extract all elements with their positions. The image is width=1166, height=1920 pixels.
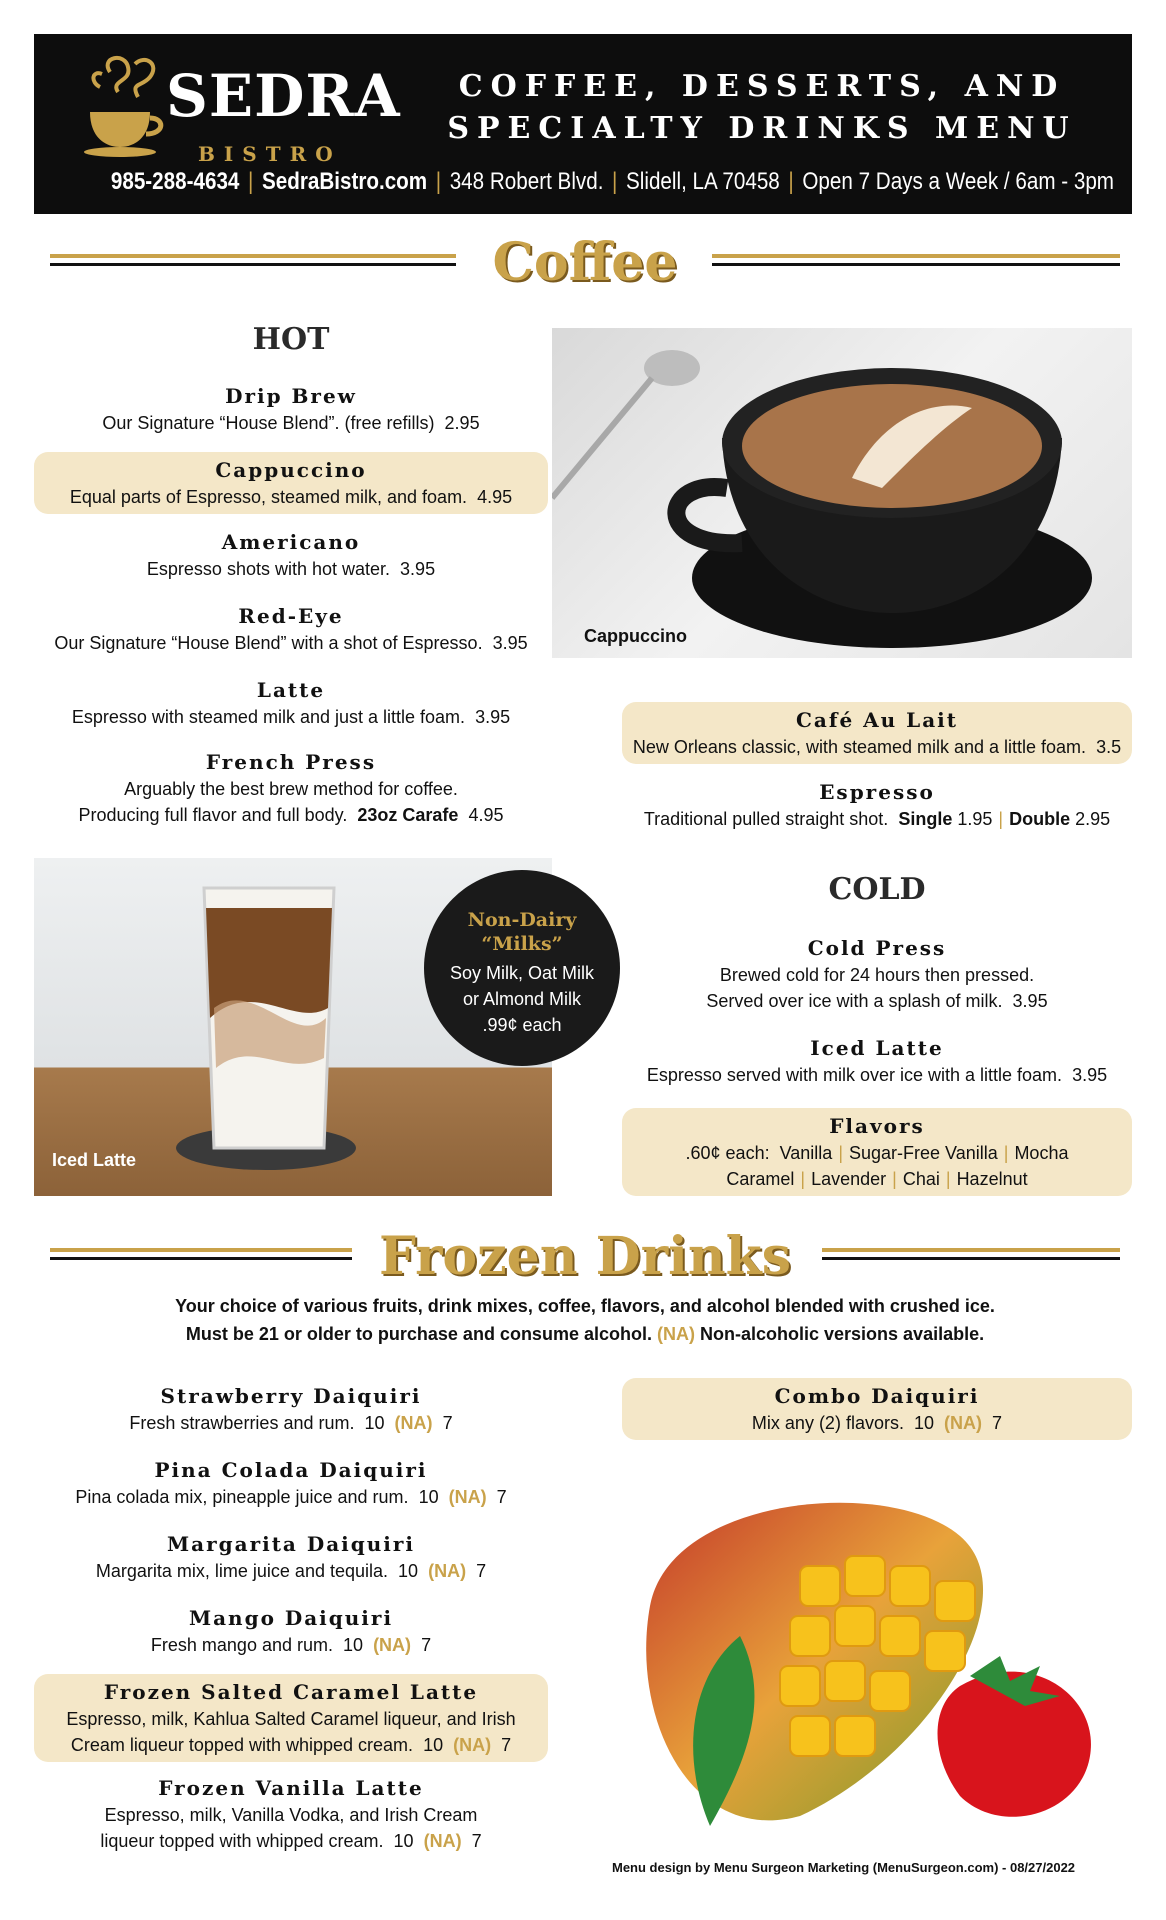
logo [80,52,401,166]
item-name: Espresso [819,780,935,804]
item-description: Fresh mango and rum. 10 (NA) 7 [150,1635,432,1655]
website-link[interactable]: SedraBistro.com [261,168,428,195]
coffee-section-title [50,232,1120,292]
item-description: Espresso with steamed milk and just a little foam. 3.95 [71,707,511,727]
item-description: Brewed cold for 24 hours then pressed. Served over ice with a splash of milk. 3.95 [706,965,1048,1011]
item-name: Cappuccino [215,458,367,482]
item-price: 4.95 [477,487,513,507]
badge-text: Soy Milk, Oat Milk or Almond Milk .99¢ each [449,963,595,1035]
frozen-title: Frozen Drinks [379,1226,791,1287]
item-name: Americano [221,530,361,554]
item-price: 3.95 [492,633,528,653]
item-name: Margarita Daiquiri [166,1532,416,1556]
brand-name: SEDRA [166,62,401,130]
menu-item-iced-latte [622,1036,1132,1088]
menu-title [412,66,1112,150]
item-description: Pina colada mix, pineapple juice and rum. 10 (NA) 7 [75,1487,507,1507]
non-dairy-badge [424,870,620,1066]
cappuccino-cup-image [552,328,1132,658]
item-price: 3.95 [1012,991,1048,1011]
item-description: Our Signature “House Blend”. (free refills) 2.95 [102,413,480,433]
frozen-section-title [50,1226,1120,1286]
coffee-cup-logo-icon [80,52,170,162]
flavors-box [622,1108,1132,1196]
item-price: 3.95 [1072,1065,1108,1085]
menu-title-line1: COFFEE, DESSERTS, AND [458,69,1066,104]
item-price: 3.95 [475,707,511,727]
item-size: 23oz Carafe [357,805,459,825]
menu-title-line2: SPECIALTY DRINKS MENU [447,111,1077,146]
item-description: Espresso, milk, Vanilla Vodka, and Irish Cream liqueur topped with whipped cream. 10 (NA) 7 [100,1805,482,1851]
contact-bar [110,168,1115,196]
item-price: 4.95 [468,805,504,825]
brand-subtitle: BISTRO [198,142,342,166]
cappuccino-photo [552,328,1132,658]
menu-item-margarita-daiquiri [34,1532,548,1584]
menu-item-mango-daiquiri [34,1606,548,1658]
item-name: Latte [256,678,326,702]
menu-item-espresso [622,780,1132,832]
item-description: Traditional pulled straight shot. Single 1.95 | Double 2.95 [643,809,1111,829]
menu-item-cold-press [622,936,1132,1014]
item-name: Pina Colada Daiquiri [154,1458,428,1482]
item-name: Iced Latte [810,1036,944,1060]
menu-item-cafe-au-lait [622,702,1132,764]
cappuccino-caption: Cappuccino [584,626,688,646]
item-price: 3.95 [400,559,436,579]
item-description: New Orleans classic, with steamed milk and a little foam. 3.5 [632,737,1122,757]
item-price: 1.95 [957,809,993,829]
flavors-list: .60¢ each: Vanilla | Sugar-Free Vanilla | Mocha Caramel | Lavender | Chai | Hazelnut [685,1143,1069,1189]
menu-item-latte [34,678,548,730]
item-price: 2.95 [1075,809,1111,829]
item-price: 3.5 [1096,737,1122,757]
item-description: Fresh strawberries and rum. 10 (NA) 7 [129,1413,453,1433]
item-description: Espresso served with milk over ice with a little foam. 3.95 [646,1065,1108,1085]
hot-heading: HOT [252,322,330,357]
address: 348 Robert Blvd. [449,168,604,195]
item-name: Cold Press [807,936,947,960]
menu-item-combo-daiquiri [622,1378,1132,1440]
item-description: Margarita mix, lime juice and tequila. 10 (NA) 7 [95,1561,487,1581]
header-banner [34,34,1132,214]
item-name: Frozen Salted Caramel Latte [103,1680,479,1704]
cold-heading: COLD [828,872,926,907]
item-name: Combo Daiquiri [774,1384,980,1408]
separator: | [435,168,442,195]
phone-number[interactable]: 985-288-4634 [110,168,240,195]
city: Slidell, LA 70458 [626,168,780,195]
menu-item-french-press [34,750,548,828]
separator: | [788,168,794,195]
item-description: Mix any (2) flavors. 10 (NA) 7 [751,1413,1003,1433]
menu-item-drip-brew [34,384,548,436]
item-description: Espresso, milk, Kahlua Salted Caramel liqueur, and Irish Cream liqueur topped with whipped cream. 10 (NA) 7 [66,1709,516,1755]
menu-item-strawberry-daiquiri [34,1384,548,1436]
item-name: Café Au Lait [795,708,959,732]
hours: Open 7 Days a Week / 6am - 3pm [802,168,1115,195]
item-name: French Press [205,750,377,774]
item-name: Frozen Vanilla Latte [158,1776,424,1800]
menu-item-frozen-vanilla-latte [34,1776,548,1854]
design-credit: Menu design by Menu Surgeon Marketing (MenuSurgeon.com) - 08/27/2022 [612,1860,1076,1875]
menu-item-pina-colada-daiquiri [34,1458,548,1510]
menu-item-frozen-salted-caramel-latte [34,1674,548,1762]
item-name: Drip Brew [225,384,357,408]
item-name: Mango Daiquiri [188,1606,394,1630]
badge-title: Non-Dairy “Milks” [467,909,577,955]
item-description: Our Signature “House Blend” with a shot of Espresso. 3.95 [54,633,528,653]
separator: | [612,168,618,195]
mango-strawberry-image [630,1456,1130,1846]
item-name: Red-Eye [238,604,344,628]
mango-strawberry-photo [630,1456,1130,1846]
item-description: Arguably the best brew method for coffee. Producing full flavor and full body. 23oz Carafe 4.95 [78,779,504,825]
menu-item-cappuccino [34,452,548,514]
item-price: 2.95 [444,413,480,433]
item-description: Espresso shots with hot water. 3.95 [146,559,436,579]
separator: | [248,168,254,195]
item-name: Flavors [829,1114,925,1138]
menu-item-red-eye [34,604,548,656]
frozen-intro: Your choice of various fruits, drink mixes, coffee, flavors, and alcohol blended with crushed ice. Must be 21 or older to purchase and consume alcohol. (NA) Non-alcoholic versions available. [175,1296,995,1344]
menu-item-americano [34,530,548,582]
coffee-title: Coffee [492,232,678,293]
iced-latte-caption: Iced Latte [52,1150,137,1170]
item-description: Equal parts of Espresso, steamed milk, and foam. 4.95 [69,487,513,507]
item-name: Strawberry Daiquiri [160,1384,422,1408]
